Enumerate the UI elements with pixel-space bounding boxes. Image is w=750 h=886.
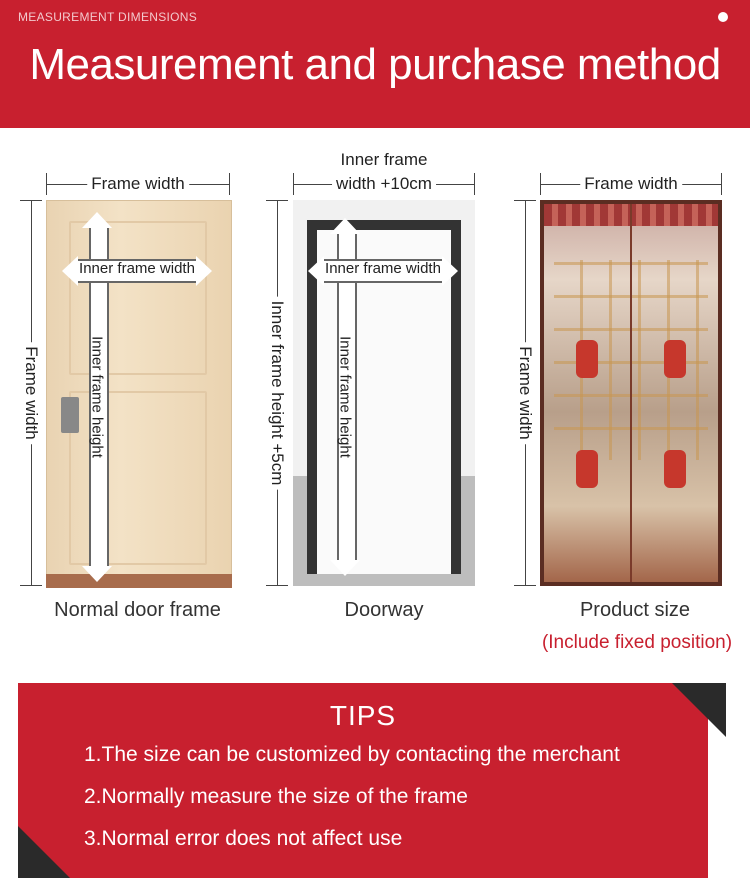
product-top-dimension bbox=[540, 173, 722, 195]
doorway-top-dimension-label: width +10cm bbox=[332, 173, 436, 195]
product-note: (Include fixed position) bbox=[541, 632, 733, 653]
door-handle bbox=[61, 397, 79, 433]
page-title: Measurement and purchase method bbox=[29, 40, 721, 89]
knot-ornament-icon bbox=[576, 340, 598, 378]
door-top-dimension bbox=[46, 173, 230, 195]
door-inner-width-label: Inner frame width bbox=[79, 260, 195, 277]
product-side-dimension-label: Frame width bbox=[515, 342, 535, 444]
header-small-label: MEASUREMENT DIMENSIONS bbox=[18, 10, 198, 24]
product-caption: Product size bbox=[579, 599, 691, 621]
dot-icon bbox=[718, 12, 728, 22]
tips-box bbox=[18, 683, 708, 878]
doorway-inner-width-label: Inner frame width bbox=[325, 260, 441, 277]
magnetic-seam bbox=[630, 204, 632, 582]
folded-corner-decoration bbox=[18, 826, 70, 878]
knot-ornament-icon bbox=[664, 450, 686, 488]
door-inner-width-arrow bbox=[62, 256, 212, 286]
tip-item: 1.The size can be customized by contacting the merchant bbox=[84, 743, 620, 766]
doorway-top-dimension bbox=[293, 173, 475, 195]
door-side-dimension bbox=[20, 200, 42, 586]
tip-item: 2.Normally measure the size of the frame bbox=[84, 785, 468, 808]
doorway-inner-height-label: Inner frame height bbox=[336, 336, 354, 458]
knot-ornament-icon bbox=[664, 340, 686, 378]
doorway-side-dimension bbox=[266, 200, 288, 586]
folded-corner-decoration bbox=[672, 683, 726, 737]
door-inner-height-label: Inner frame height bbox=[88, 336, 106, 458]
tips-title: TIPS bbox=[329, 700, 397, 731]
knot-ornament-icon bbox=[576, 450, 598, 488]
header-banner bbox=[0, 0, 750, 128]
doorway-inner-width-arrow bbox=[308, 256, 458, 286]
product-curtain-image bbox=[540, 200, 722, 586]
doorway-side-dimension-label: Inner frame height +5cm bbox=[267, 297, 287, 490]
door-top-dimension-label: Frame width bbox=[87, 173, 189, 195]
doorway-caption: Doorway bbox=[344, 599, 424, 621]
door-side-dimension-label: Frame width bbox=[21, 342, 41, 444]
door-caption: Normal door frame bbox=[54, 599, 221, 621]
product-top-dimension-label: Frame width bbox=[580, 173, 682, 195]
product-side-dimension bbox=[514, 200, 536, 586]
tip-item: 3.Normal error does not affect use bbox=[84, 827, 403, 850]
doorway-top-dimension-line1: Inner frame bbox=[340, 150, 428, 169]
